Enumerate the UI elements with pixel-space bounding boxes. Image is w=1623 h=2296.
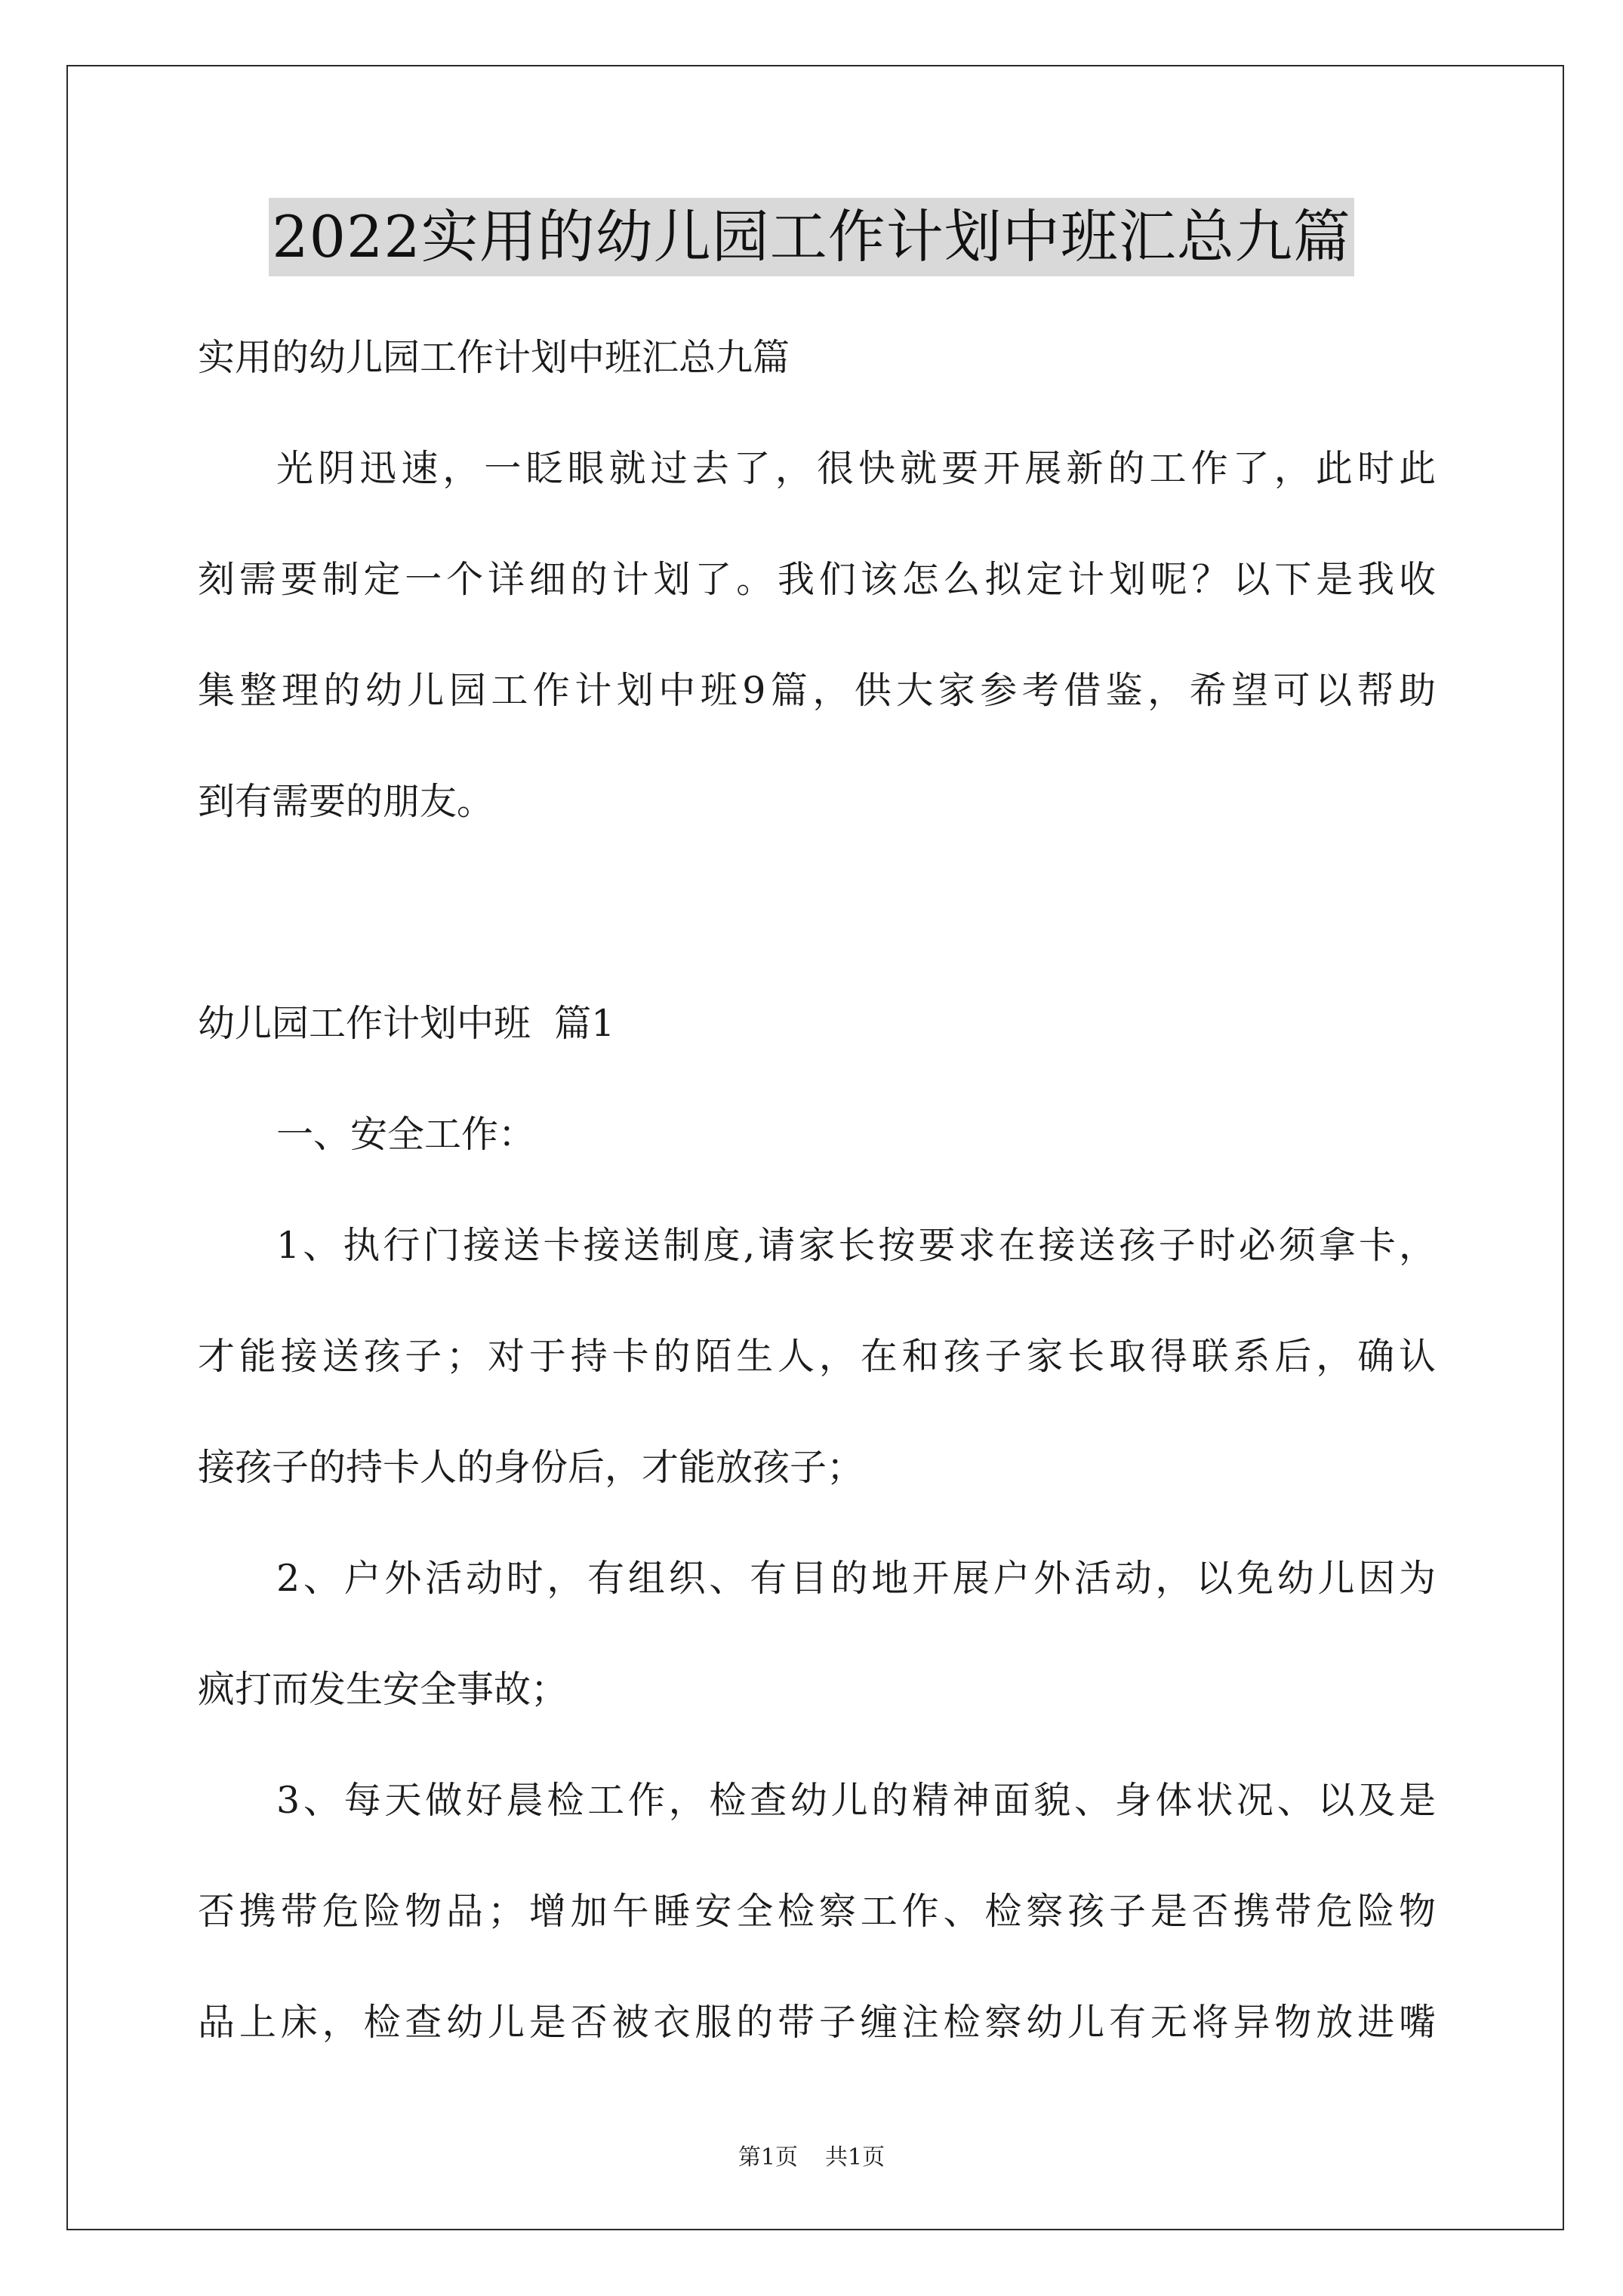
item-line: 品上床，检查幼儿是否被衣服的带子缠注检察幼儿有无将异物放进嘴 — [198, 2001, 1436, 2044]
page-footer — [0, 2143, 1623, 2173]
item-line: 接孩子的持卡人的身份后，才能放孩子； — [198, 1446, 864, 1489]
page-number: 第1页 — [738, 2144, 798, 2171]
intro-line: 光阴迅速，一眨眼就过去了，很快就要开展新的工作了，此时此 — [276, 447, 1436, 490]
section-heading: 幼儿园工作计划中班 篇1 — [198, 1002, 615, 1045]
page-total: 共1页 — [825, 2144, 885, 2171]
paragraph-gap — [198, 857, 1436, 968]
intro-line: 到有需要的朋友。 — [198, 780, 494, 823]
item-line: 3、每天做好晨检工作，检查幼儿的精神面貌、身体状况、以及是 — [276, 1779, 1436, 1822]
item-line: 否携带危险物品；增加午睡安全检察工作、检察孩子是否携带危险物 — [198, 1890, 1436, 1933]
item-line: 2、户外活动时，有组织、有目的地开展户外活动，以免幼儿因为 — [276, 1557, 1436, 1600]
item-line: 才能接送孩子；对于持卡的陌生人，在和孩子家长取得联系后，确认 — [198, 1335, 1436, 1378]
section-subheading: 一、安全工作： — [276, 1113, 536, 1156]
title-block — [0, 198, 1623, 276]
document-subtitle: 实用的幼儿园工作计划中班汇总九篇 — [198, 336, 790, 379]
document-body — [198, 302, 1436, 2078]
intro-line: 刻需要制定一个详细的计划了。我们该怎么拟定计划呢？以下是我收 — [198, 558, 1436, 601]
item-line: 1、执行门接送卡接送制度,请家长按要求在接送孩子时必须拿卡， — [276, 1224, 1436, 1267]
intro-line: 集整理的幼儿园工作计划中班9篇，供大家参考借鉴，希望可以帮助 — [198, 669, 1436, 712]
item-line: 疯打而发生安全事故； — [198, 1668, 568, 1711]
document-title: 2022实用的幼儿园工作计划中班汇总九篇 — [269, 198, 1354, 276]
